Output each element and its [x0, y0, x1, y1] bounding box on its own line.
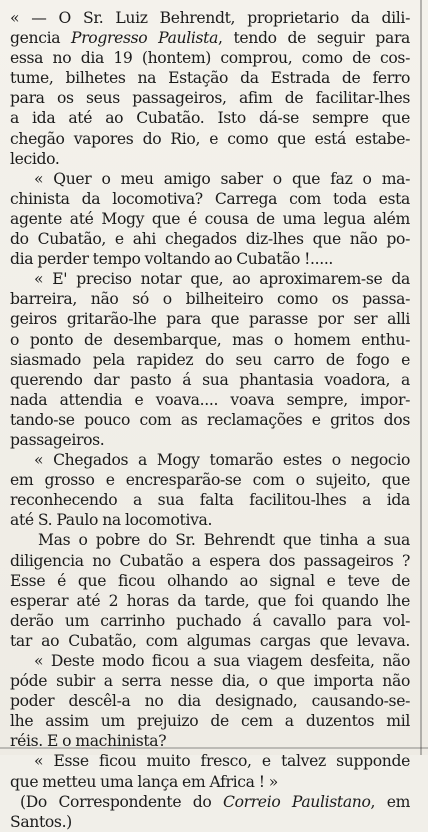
column-rule-bottom — [0, 747, 428, 749]
text-line: essa no dia 19 (hontem) comprou, como de cos- — [10, 49, 410, 68]
paragraph-4 — [10, 450, 410, 530]
text-line: Santos.) — [10, 812, 72, 831]
text-fragment: gencia — [10, 29, 72, 48]
paragraph-2 — [10, 169, 410, 269]
text-line: reconhecendo a sua falta facilitou-lhes a ida — [10, 491, 410, 510]
text-line: tume, bilhetes na Estação da Estrada de ferro — [10, 69, 410, 88]
text-line: siasmado pela rapidez do seu carro de fogo e — [10, 350, 410, 369]
text-line: Mas o pobre do Sr. Behrendt que tinha a sua — [38, 531, 410, 550]
text-line: diligencia no Cubatão a espera dos passageiros ? — [10, 551, 410, 570]
text-line: até S. Paulo na locomotiva. — [10, 511, 213, 530]
paragraph-7 — [10, 751, 410, 791]
text-line: que metteu uma lança em Africa ! » — [10, 772, 278, 791]
text-line: lecido. — [10, 149, 60, 168]
text-line: « E' preciso notar que, ao aproximarem-se da — [34, 270, 410, 289]
text-fragment: (Do Correspondente do — [20, 792, 223, 811]
text-line: « — O Sr. Luiz Behrendt, proprietario da dili- — [10, 9, 410, 27]
text-line: esperar até 2 horas da tarde, que foi quando lhe — [10, 591, 410, 610]
column-rule-right — [420, 0, 422, 755]
text-line: a ida até ao Cubatão. Isto dá-se sempre que — [10, 109, 410, 128]
text-line: dia perder tempo voltando ao Cubatão !..... — [10, 250, 334, 269]
paragraph-6 — [10, 651, 410, 751]
text-line: em grosso e encresparão-se com o sujeito, que — [10, 471, 410, 490]
text-line: « Esse ficou muito fresco, e talvez supponde — [34, 752, 410, 771]
text-line: querendo dar pasto á sua phantasia voadora, a — [10, 370, 410, 389]
text-line: réis. E o machinista? — [10, 732, 167, 751]
text-line: do Cubatão, e ahi chegados diz-lhes que não po- — [10, 230, 410, 249]
text-line: Esse é que ficou olhando ao signal e teve de — [10, 571, 410, 590]
text-fragment: , em — [370, 792, 410, 811]
text-line: para os seus passageiros, afim de facilitar-lhes — [10, 89, 410, 108]
text-line: lhe assim um prejuizo de cem a duzentos mil — [10, 712, 410, 731]
text-fragment: , tendo de seguir para — [218, 29, 410, 48]
paragraph-5 — [10, 530, 410, 651]
text-line: passageiros. — [10, 430, 105, 449]
text-line: póde subir a serra nesse dia, o que importa não — [10, 672, 410, 691]
text-line: tando-se pouco com as reclamações e gritos dos — [10, 410, 410, 429]
text-line: poder descêl-a no dia designado, causando-se- — [10, 692, 410, 711]
paragraph-1 — [10, 8, 410, 169]
paragraph-3 — [10, 269, 410, 450]
text-line: « Chegados a Mogy tomarão estes o negocio — [34, 451, 410, 470]
newspaper-name-italic: Correio Paulistano — [222, 792, 371, 811]
text-line: agente até Mogy que é cousa de uma legua além — [10, 209, 410, 228]
text-line: o ponto de desembarque, mas o homem enthu- — [10, 330, 410, 349]
text-line: « Quer o meu amigo saber o que faz o ma- — [34, 169, 410, 188]
newspaper-name-italic: Progresso Paulista — [71, 29, 219, 48]
text-line: chinista da locomotiva? Carrega com toda esta — [10, 189, 410, 208]
text-line: derão um carrinho puchado á cavallo para vol- — [10, 611, 410, 630]
text-line: geiros gritarão-lhe para que parasse por ser alli — [10, 310, 410, 329]
text-line: tar ao Cubatão, com algumas cargas que levava. — [10, 631, 410, 650]
article-body — [10, 8, 410, 832]
text-line — [10, 28, 410, 48]
text-line: chegão vapores do Rio, e como que está estabe- — [10, 129, 410, 148]
paragraph-8-attribution — [10, 792, 410, 832]
text-line — [10, 792, 410, 812]
text-line: nada attendia e voava.... voava sempre, impor- — [10, 390, 410, 409]
text-line: barreira, não só o bilheiteiro como os passa- — [10, 290, 410, 309]
text-line: « Deste modo ficou a sua viagem desfeita, não — [34, 652, 410, 670]
